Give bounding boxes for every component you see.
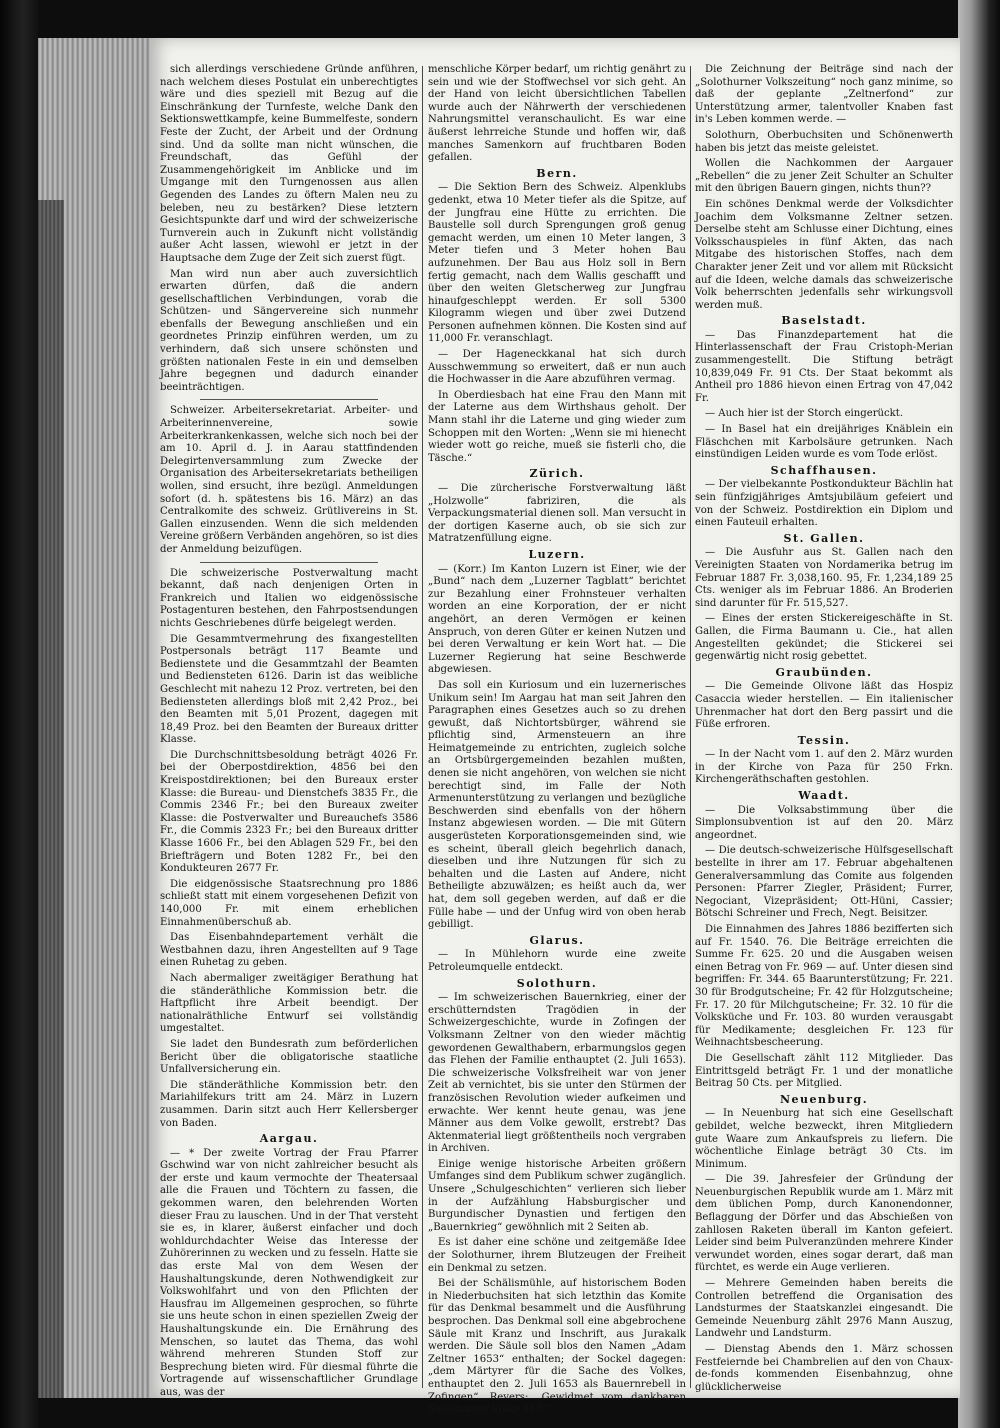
article-paragraph: — Die Gemeinde Olivone läßt das Hospiz Casaccia wieder herstellen. — Ein italienischer Uhrenmacher hat dort den Berg passirt und die Füße erfroren. bbox=[695, 681, 953, 731]
article-paragraph: Ein schönes Denkmal werde der Volksdichter Joachim dem Volksmanne Zeltner setzen. Derselbe steht am Schlusse einer Dichtung, eines Volksschauspieles in fünf Akten, das nach Mitgabe des historischen Stoffes, nach dem Charakter jener Zeit und vor allem mit Rücksicht auf die Ideen, welche damals das schweizerische Volk beherrschten jedenfalls sehr wirkungsvoll werden muß. bbox=[695, 198, 953, 311]
article-paragraph: — Im schweizerischen Bauernkrieg, einer der erschütterndsten Tragödien in der Schweizergeschichte, wurde in Zofingen der Volksmann Zeltner von den wieder mächtig gewordenen Gewalthabern, erbarmungslos gegen das Flehen der Familie enthauptet (2. Juli 1653). Die schweizerische Volksfreiheit war von jener Zeit ab vernichtet, bis sie unter den Stürmen der französischen Revolution wieder aufkeimen und erwachte. Wer kennt heute genau, was jene Männer aus dem Volke gewollt, erstrebt? Das Aktenmaterial liegt größtentheils noch vergraben in Archiven. bbox=[428, 992, 686, 1155]
article-paragraph: — Auch hier ist der Storch eingerückt. bbox=[705, 408, 904, 420]
article-paragraph: — (Korr.) Im Kanton Luzern ist Einer, wie der „Bund“ nach dem „Luzerner Tagblatt“ berichtet zur Bezahlung einer Frohnsteuer verhalten worden an eine Korporation, der er nicht angehört, an deren Vermögen er keinen Anspruch, von deren Güter er keinen Nutzen und bei deren Verwaltung er kein Wort hat. — Die Luzerner Regierung hat seine Beschwerde abgewiesen. bbox=[428, 563, 686, 676]
article-paragraph: Es ist daher eine schöne und zeitgemäße Idee der Solothurner, ihrem Blutzeugen der Freiheit ein Denkmal zu setzen. bbox=[428, 1237, 686, 1274]
section-heading: Bern. bbox=[536, 166, 578, 180]
article-paragraph: menschliche Körper bedarf, um richtig genährt zu sein und wie der Stoffwechsel vor sich geht. An der Hand von leicht übersichtlichen Tabellen wurde auch der Nährwerth der verschiedenen Nahrungsmittel veranschaulicht. Es war eine äußerst lehrreiche Stunde und hoffen wir, daß manches Samenkorn auf fruchtbaren Boden gefallen. bbox=[428, 64, 686, 164]
column-right bbox=[695, 64, 953, 1394]
newspaper-page bbox=[150, 38, 960, 1416]
article-paragraph: Die schweizerische Postverwaltung macht bekannt, daß nach denjenigen Orten in Frankreich und Italien wo eidgenössische Postagenturen bestehen, den Fahrpostsendungen nichts Geschriebenes dürfe beigelegt werden. bbox=[160, 567, 418, 629]
article-paragraph: Die Zeichnung der Beiträge sind nach der „Solothurner Volkszeitung“ noch ganz minime, so daß der geplante „Zeltnerfond“ zur Unterstützung armer, talentvoller Knaben fast in's Leben kommen werde. — bbox=[695, 64, 953, 126]
article-paragraph: — * Der zweite Vortrag der Frau Pfarrer Gschwind war von nicht zahlreicher besucht als der erste und kaum vermochte der Theatersaal alle die Frauen und Töchtern zu fassen, die gekommen waren, den belehrenden Worten dieser Frau zu lauschen. Und in der That versteht sie es, in klarer, äußerst einfacher und doch wohldurchdachter Weise das Interesse der Zuhörerinnen zu wecken und zu fesseln. Hatte sie das erste Mal von dem Wesen der Haushaltungskunde, deren Nothwendigkeit zur Volkswohlfahrt und von den Pflichten der Hausfrau im Allgemeinen gesprochen, so führte sie uns heute schon in einen speziellen Zweig der Haushaltungskunde ein. Die Ernährung des Menschen, so lautet das Thema, das wohl während mehreren Stunden Stoff zur Besprechung bieten wird. Für diesmal führte die Vortragende auf wissenschaftlicher Grundlage aus, was der bbox=[160, 1147, 418, 1398]
article-paragraph: Die Einnahmen des Jahres 1886 bezifferten sich auf Fr. 1540. 76. Die Beiträge erreichten die Summe Fr. 625. 20 und die Ausgaben weisen einen Betrag von Fr. 969 — auf. Unter diesen sind begriffen: Fr. 344. 65 Baarunterstützung; Fr. 221. 30 für Brodgutscheine; Fr. 42 für Holzgutscheine; Fr. 17. 20 für Milchgutscheine; Fr. 32. 10 für die Volksküche und Fr. 103. 80 wurden verausgabt für Medikamente; desgleichen Fr. 123 für Weihnachtsbescheerung. bbox=[695, 924, 953, 1049]
scan-right-margin bbox=[958, 0, 1000, 1428]
book-spine-shadow bbox=[38, 200, 64, 1398]
section-heading: Tessin. bbox=[797, 733, 851, 747]
column-left bbox=[160, 64, 418, 1398]
article-paragraph: Die Gesammtvermehrung des fixangestellten Postpersonals beträgt 117 Beamte und Bedienstete und die Gesammtzahl der Beamten und Bediensteten 6126. Darin ist das weibliche Geschlecht mit nahezu 12 Proz. vertreten, bei den Bediensteten allerdings bloß mit 2,42 Proz., bei den Beamten mit 5,01 Prozent, dagegen mit 18,49 Proz. bei den Beamten der Bureaux dritter Klasse. bbox=[160, 633, 418, 746]
article-paragraph: — Das Finanzdepartement hat die Hinterlassenschaft der Frau Cristoph-Merian zusammengestellt. Die Stiftung beträgt 10,839,049 Fr. 91 Cts. Der Staat bekommt als Antheil pro 1886 hievon einen Ertrag von 47,042 Fr. bbox=[695, 329, 953, 404]
article-paragraph: Die Gesellschaft zählt 112 Mitglieder. Das Eintrittsgeld beträgt Fr. 1 und der monatliche Beitrag 50 Cts. per Mitglied. bbox=[695, 1052, 953, 1090]
article-paragraph: — Die 39. Jahresfeier der Gründung der Neuenburgischen Republik wurde am 1. März mit dem üblichen Pomp, durch Kanonendonner, Beflaggung der Dörfer und das Abschießen von zahllosen Raketen überall im Kanton gefeiert. Leider sind beim Pulveranzünden mehrere Kinder verwundet worden, eines sogar derart, daß man fürchtet, es werde ein Auge verlieren. bbox=[695, 1174, 953, 1274]
article-paragraph: — Die deutsch-schweizerische Hülfsgesellschaft bestellte in ihrer am 17. Februar abgehaltenen Generalversammlung das Comite aus folgenden Personen: Pfarrer Ziegler, Präsident; Furrer, Negociant, Vizepräsident; Ott-Hüni, Cassier; Bötschi Schreiner und Frech, Negt. Beisitzer. bbox=[695, 845, 953, 920]
article-paragraph: In Oberdiesbach hat eine Frau den Mann mit der Laterne aus dem Wirthshaus geholt. Der Mann stahl ihr die Laterne und ging wieder zum Schoppen mit den Worten: „Wenn sie mi hienecht wieder wott go reiche, mueß sie fisterli cho, die Täsche.“ bbox=[428, 389, 686, 464]
scan-left-margin bbox=[0, 0, 38, 1428]
column-middle bbox=[428, 64, 686, 1416]
article-paragraph: — Die Ausfuhr aus St. Gallen nach den Vereinigten Staaten von Nordamerika betrug im Februar 1887 Fr. 3,038,160. 95, Fr. 1,234,189 25 Cts. weniger als im Februar 1886. An Broderien sind darunter für Fr. 515,527. bbox=[695, 547, 953, 609]
article-paragraph: Einige wenige historische Arbeiten größern Umfanges sind dem Publikum schwer zugänglich. Unsere „Schulgeschichten“ verlieren sich lieber in der Aufzählung Habsburgischer und Burgundischer Dynastien und fertigen den „Bauernkrieg“ gewöhnlich mit 2 Seiten ab. bbox=[428, 1158, 686, 1233]
article-paragraph: — Eines der ersten Stickereigeschäfte in St. Gallen, die Firma Baumann u. Cie., hat allen Angestellten gekündet; die Stickerei sei gegenwärtig nicht rosig gebettet. bbox=[695, 613, 953, 663]
article-paragraph: Die Durchschnittsbesoldung beträgt 4026 Fr. bei der Oberpostdirektion, 4856 bei den Kreispostdirektionen; bei den Bureaux erster Klasse: die Bureau- und Dienstchefs 3835 Fr., die Commis 2346 Fr.; bei den Bureaux zweiter Klasse: die Postverwalter und Bureauchefs 3586 Fr., die Commis 2323 Fr.; bei den Bureaux dritter Klasse 1606 Fr., bei den Ablagen 529 Fr., bei den Briefträgern und Boten 1282 Fr., bei den Kondukteuren 2677 Fr. bbox=[160, 749, 418, 875]
article-paragraph: Die eidgenössische Staatsrechnung pro 1886 schließt statt mit einem vorgesehenen Defizit von 140,000 Fr. mit einem erheblichen Einnahmenüberschuß ab. bbox=[160, 878, 418, 928]
section-heading: Neuenburg. bbox=[779, 1092, 869, 1106]
article-paragraph: — Mehrere Gemeinden haben bereits die Controllen betreffend die Organisation des Landsturmes der Staatskanzlei eingesandt. Die Gemeinde Neuenburg zählt 2976 Mann Auszug, Landwehr und Landsturm. bbox=[695, 1278, 953, 1340]
section-heading: St. Gallen. bbox=[783, 531, 865, 545]
section-heading: Schaffhausen. bbox=[770, 463, 878, 477]
article-paragraph: — Dienstag Abends den 1. März schossen Festfeiernde bei Chambrelien auf den von Chaux-de-fonds kommenden Eisenbahnzug, ohne glücklicherweise bbox=[695, 1344, 953, 1393]
section-heading: Glarus. bbox=[529, 933, 585, 947]
article-paragraph: Man wird nun aber auch zuversichtlich erwarten dürfen, daß die andern gesellschaftlichen Verbindungen, vorab die Schützen- und Sängervereine sich nunmehr ebenfalls der Bewegung anschließen und ein geordnetes Prinzip einführen werden, um zu verhindern, daß sich unsere schönsten und größten nationalen Feste in ein und demselben Jahre begegnen und dadurch einander beeinträchtigen. bbox=[160, 268, 418, 393]
section-heading: Solothurn. bbox=[516, 976, 598, 990]
article-paragraph: — Die zürcherische Forstverwaltung läßt „Holzwolle“ fabriziren, die als Verpackungsmaterial dienen soll. Man versucht in der dortigen Kaserne auch, ob sie sich zur Matratzenfüllung eigne. bbox=[428, 483, 686, 545]
section-heading: Baselstadt. bbox=[781, 314, 867, 328]
article-paragraph: — Die Volksabstimmung über die Simplonsubvention ist auf den 20. März angeordnet. bbox=[695, 804, 953, 841]
article-paragraph: — In Basel hat ein dreijähriges Knäblein ein Fläschchen mit Karbolsäure getrunken. Nach einstündigen Leiden wurde es vom Tode erlöst. bbox=[695, 424, 953, 461]
section-heading: Zürich. bbox=[529, 467, 585, 481]
column-rule bbox=[690, 66, 691, 1388]
article-paragraph: Nach abermaliger zweitägiger Berathung hat die ständeräthliche Kommission betr. die Haftpflicht ihre Arbeit beendigt. Der nationalräthliche Entwurf sei vollständig umgestaltet. bbox=[160, 972, 418, 1035]
article-paragraph: — In Neuenburg hat sich eine Gesellschaft gebildet, welche bezweckt, ihren Mitgliedern gute Waare zum Ankaufspreis zu liefern. Die wöchentliche Einlage beträgt 30 Cts. im Minimum. bbox=[695, 1108, 953, 1170]
article-paragraph: Das soll ein Kuriosum und ein luzernerisches Unikum sein! Im Aargau hat man seit Jahren den Paragraphen eines Gesetzes auch so zu drehen gewußt, daß Nichtortsbürger, während sie pflichtig sind, Armensteuern an ihre Heimatgemeinde zu entrichten, zugleich solche an Ortsbürgergemeinden bezahlen mußten, denen sie nicht angehören, von welchen sie nicht berechtigt sind, im Falle der Noth Armenunterstützung zu verlangen und bezügliche Beschwerden sind ebenfalls von der höhern Instanz abgewiesen worden. — Die mit Gütern ausgerüsteten Korporationsgemeinden sind, wie es scheint, überall gleich begehrlich danach, dieselben und ihre Nutzungen für sich zu behalten und die Lasten auf Andere, nicht Betheiligte abzuwälzen; es heißt auch da, wer hat, dem soll gegeben werden, auf daß er die Fülle habe — und der Unfug wird von oben herab gebilligt. bbox=[428, 679, 686, 931]
article-paragraph: — In der Nacht vom 1. auf den 2. März wurden in der Kirche von Paza für 250 Frkn. Kirchengeräthschaften gestohlen. bbox=[695, 749, 953, 786]
divider bbox=[200, 399, 378, 400]
article-paragraph: — Der Hageneckkanal hat sich durch Ausschwemmung so erweitert, daß er nun auch die Hochwasser in die Aare abzuführen vermag. bbox=[428, 349, 686, 386]
column-rule bbox=[422, 66, 423, 1388]
article-paragraph: sich allerdings verschiedene Gründe anführen, nach welchem dieses Postulat ein unberechtigtes wäre und dies speziell mit Bezug auf die Einschränkung der Turnfeste, welche Dank den Sektionswettkampfe, keine Bummelfeste, sondern Feste der Zucht, der Arbeit und der Ordnung sind. Und da sollte man nicht wünschen, die Freundschaft, das Gefühl der Zusammengehörigkeit im Anblicke und im Umgange mit den Turngenossen aus allen Gegenden des Landes zu öftern Malen neu zu beleben, neu zu bestärken? Diese letztern Gesichtspunkte darf und wird der schweizerische Turnverein auch in Zukunft nicht vollständig außer Acht lassen, wiewohl er jetzt in der Hauptsache dem Zuge der Zeit sich zuerst fügt. bbox=[160, 64, 418, 264]
section-heading: Aargau. bbox=[259, 1132, 319, 1146]
article-paragraph: Bei der Schälismühle, auf historischem Boden in Niederbuchsiten hat sich letzthin das Komite für das Denkmal besammelt und die Ausführung besprochen. Das Denkmal soll eine abgebrochene Säule mit Kranz und Inschrift, aus Jurakalk werden. Die Säule soll blos den Namen „Adam Zeltner 1653“ enthalten; der Sockel dagegen: „dem Märtyrer für die Sache des Volkes, enthauptet den 2. Juli 1653 als Bauernrebell in Zofingen“. Revers: „Gewidmet vom dankbaren Solothurner-Volke 1887“. bbox=[428, 1278, 686, 1416]
article-paragraph: — In Mühlehorn wurde eine zweite Petroleumquelle entdeckt. bbox=[428, 949, 686, 973]
section-heading: Luzern. bbox=[528, 547, 586, 561]
article-paragraph: Das Eisenbahndepartement verhält die Westbahnen dazu, ihren Angestellten auf 9 Tage einen Ruhetag zu geben. bbox=[160, 932, 418, 969]
article-paragraph: Sie ladet den Bundesrath zum beförderlichen Bericht über die obligatorische staatliche Unfallversicherung ein. bbox=[160, 1038, 418, 1076]
divider bbox=[200, 562, 378, 563]
article-paragraph: Schweizer. Arbeitersekretariat. Arbeiter- und Arbeiterinnenvereine, sowie Arbeiterkrankenkassen, welche sich noch bei der am 10. April d. J. in Aarau stattfindenden Delegirtenversammlung zum Zwecke der Organisation des Arbeitersekretariats betheiligen wollen, sind ersucht, ihre bezügl. Anmeldungen sofort (d. h. spätestens bis 16. März) an das Centralkomite des schweiz. Grütlivereins in St. Gallen einzusenden. Wenn die sich meldenden Vereine größern Verbänden angehören, so ist dies der Anmeldung beizufügen. bbox=[160, 405, 418, 555]
article-paragraph: — Die Sektion Bern des Schweiz. Alpenklubs gedenkt, etwa 10 Meter tiefer als die Spitze, auf der Jungfrau eine Hütte zu errichten. Die Baustelle soll durch Sprengungen groß genug gemacht werden, um einen 10 Meter langen, 3 Meter tiefen und 3 Meter hohen Bau aufzunehmen. Der Bau aus Holz soll in Bern fertig gemacht, nach dem Wallis geschafft und über den weiten Gletscherweg zur Jungfrau hinaufgeschleppt werden. Er soll 5300 Kilogramm wiegen und über zwei Dutzend Personen aufnehmen können. Die Kosten sind auf 11,000 Fr. veranschlagt. bbox=[428, 182, 686, 345]
article-paragraph: Solothurn, Oberbuchsiten und Schönenwerth haben bis jetzt das meiste geleistet. bbox=[695, 129, 953, 154]
article-paragraph: Die ständeräthliche Kommission betr. den Mariahilfekurs tritt am 24. März in Luzern zusammen. Darin sitzt auch Herr Kellersberger von Baden. bbox=[160, 1079, 418, 1129]
article-paragraph: Wollen die Nachkommen der Aargauer „Rebellen“ die zu jener Zeit Schulter an Schulter mit den übrigen Bauern gingen, nichts thun?? bbox=[695, 158, 953, 195]
section-heading: Graubünden. bbox=[775, 665, 873, 679]
article-paragraph: — Der vielbekannte Postkondukteur Bächlin hat sein fünfzigjähriges Amtsjubiläum gefeiert und von der Schweiz. Postdirektion ein Diplom und einen Fauteuil erhalten. bbox=[695, 479, 953, 529]
section-heading: Waadt. bbox=[798, 789, 850, 803]
